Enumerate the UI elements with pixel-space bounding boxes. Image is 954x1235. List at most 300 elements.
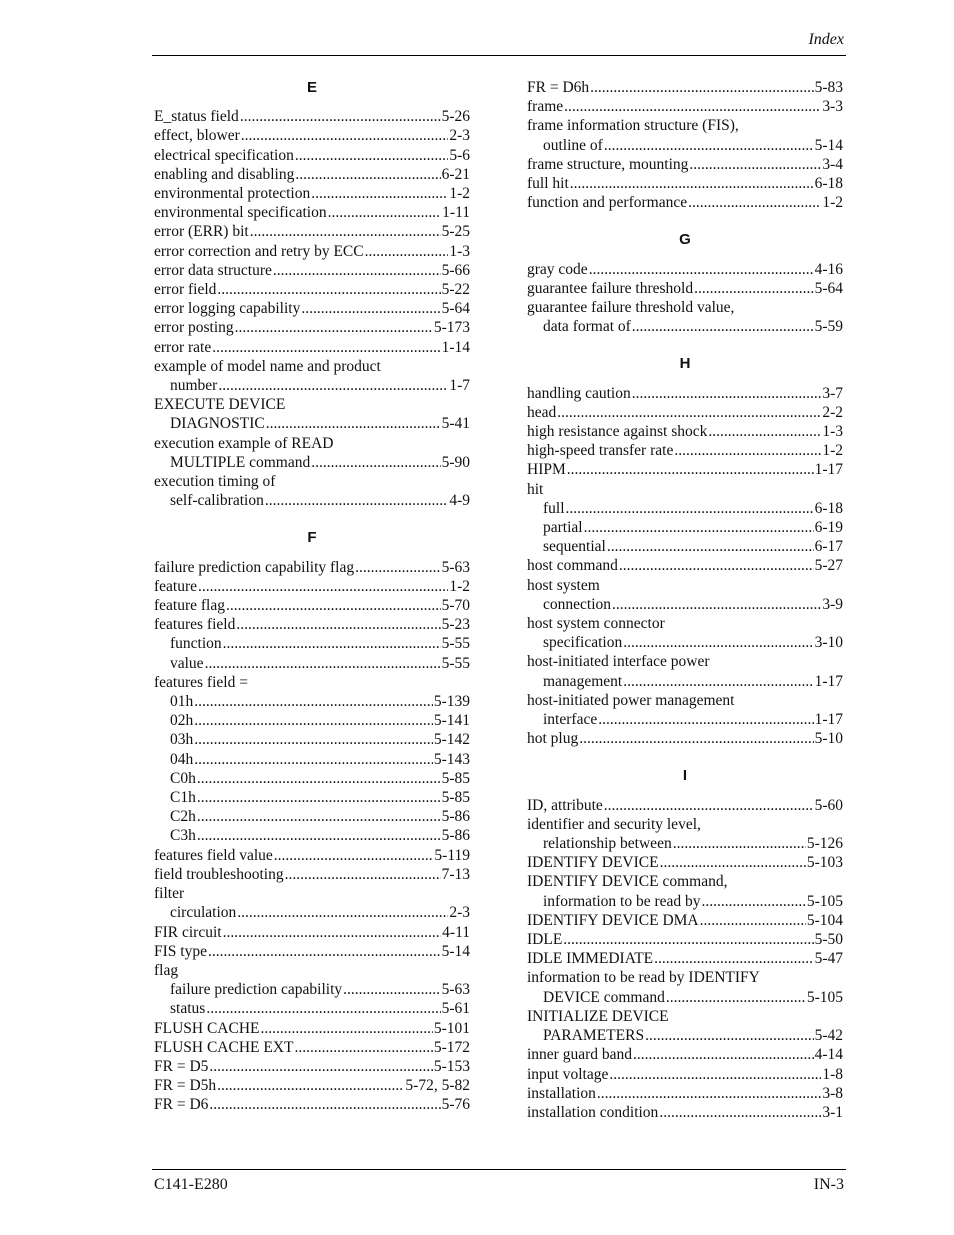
dot-leader	[206, 999, 440, 1018]
section-letter-h: H	[679, 355, 691, 373]
dot-leader	[208, 942, 441, 961]
index-term: FR = D6	[154, 1096, 209, 1114]
dot-leader	[597, 1084, 821, 1103]
dot-leader	[694, 279, 813, 298]
index-term: IDENTIFY DEVICE	[527, 854, 659, 872]
index-term: error (ERR) bit	[154, 223, 249, 241]
index-page-ref: 5-105	[806, 988, 843, 1006]
index-term: C3h	[170, 827, 196, 845]
dot-leader	[328, 203, 442, 222]
index-entry	[527, 911, 843, 930]
index-page-ref: 1-8	[822, 1065, 843, 1083]
index-page-ref: 1-2	[822, 194, 843, 212]
dot-leader	[673, 834, 806, 853]
index-term: error data structure	[154, 261, 272, 279]
index-term: 04h	[170, 750, 194, 768]
index-page-ref: 5-60	[814, 796, 843, 814]
index-term: relationship between	[543, 835, 672, 853]
section-letter-i: I	[682, 767, 688, 785]
index-term: C0h	[170, 769, 196, 787]
index-page-ref: 4-9	[449, 492, 470, 510]
dot-leader	[194, 692, 433, 711]
index-term: E_status field	[154, 108, 239, 126]
dot-leader	[590, 78, 813, 97]
index-page-ref: 5-47	[814, 950, 843, 968]
index-term: PARAMETERS	[543, 1027, 645, 1045]
dot-leader	[660, 853, 806, 872]
dot-leader	[197, 826, 441, 845]
index-page-ref: 1-11	[442, 204, 470, 222]
dot-leader	[607, 537, 814, 556]
index-term: error logging capability	[154, 300, 301, 318]
index-term: FLUSH CACHE	[154, 1019, 260, 1037]
index-term: host system connector	[527, 615, 665, 633]
dot-leader	[654, 949, 813, 968]
index-page-ref: 5-86	[441, 808, 470, 826]
index-page-ref: 5-90	[441, 453, 470, 471]
index-term: host-initiated power management	[527, 691, 735, 709]
dot-leader	[619, 556, 814, 575]
index-entry	[154, 357, 470, 376]
index-entry	[527, 872, 843, 891]
index-page-ref: 5-173	[433, 319, 470, 337]
index-page-ref: 6-18	[814, 175, 843, 193]
dot-leader	[194, 711, 433, 730]
index-page-ref: 5-61	[441, 1000, 470, 1018]
index-term: management	[543, 672, 623, 690]
index-term: guarantee failure threshold value,	[527, 299, 735, 317]
dot-leader	[311, 184, 448, 203]
index-page-ref: 5-105	[806, 892, 843, 910]
index-entry	[527, 930, 843, 949]
index-entry	[527, 174, 843, 193]
index-term: full	[543, 499, 565, 517]
dot-leader	[194, 730, 433, 749]
index-page-ref: 1-2	[449, 577, 470, 595]
index-page-ref: 5-64	[814, 279, 843, 297]
index-page-ref: 5-22	[441, 281, 470, 299]
index-entry	[154, 961, 470, 980]
index-term: features field	[154, 616, 236, 634]
index-column-left	[154, 78, 470, 1115]
dot-leader	[205, 654, 441, 673]
index-entry	[527, 968, 843, 987]
index-entry	[154, 846, 470, 865]
index-entry	[527, 892, 843, 911]
index-entry	[527, 97, 843, 116]
index-term: data format of	[543, 318, 631, 336]
index-page-ref: 1-2	[822, 442, 843, 460]
index-page-ref: 5-63	[441, 558, 470, 576]
index-entry	[527, 422, 843, 441]
dot-leader	[273, 261, 441, 280]
index-term: installation	[527, 1084, 596, 1102]
index-entry	[154, 769, 470, 788]
index-page-ref: 1-7	[449, 377, 470, 395]
index-entry	[527, 136, 843, 155]
index-entry	[154, 1076, 470, 1095]
index-entry	[527, 155, 843, 174]
dot-leader	[567, 460, 814, 479]
dot-leader	[223, 634, 441, 653]
index-entry	[154, 923, 470, 942]
index-page-ref: 3-7	[822, 384, 843, 402]
index-page-ref: 5-104	[806, 911, 843, 929]
dot-leader	[604, 136, 814, 155]
index-page-ref: 5-153	[433, 1057, 470, 1075]
index-term: example of model name and product	[154, 357, 381, 375]
index-entry	[154, 242, 470, 261]
dot-leader	[223, 923, 442, 942]
index-entry	[154, 184, 470, 203]
index-term: connection	[543, 595, 612, 613]
index-entry	[527, 403, 843, 422]
index-term: information to be read by	[543, 892, 701, 910]
index-page-ref: 5-25	[441, 223, 470, 241]
index-term: DIAGNOSTIC	[170, 415, 265, 433]
index-term: EXECUTE DEVICE	[154, 396, 286, 414]
index-term: IDLE	[527, 931, 563, 949]
index-entry	[154, 165, 470, 184]
index-entry	[154, 711, 470, 730]
dot-leader	[261, 1019, 433, 1038]
dot-leader	[612, 595, 821, 614]
dot-leader	[301, 299, 440, 318]
index-page-ref: 6-17	[814, 538, 843, 556]
dot-leader	[579, 729, 813, 748]
dot-leader	[311, 453, 440, 472]
index-term: effect, blower	[154, 127, 240, 145]
dot-leader	[226, 596, 441, 615]
index-term: 03h	[170, 731, 194, 749]
index-term: field troubleshooting	[154, 865, 284, 883]
index-entry	[154, 126, 470, 145]
dot-leader	[598, 710, 813, 729]
index-entry	[154, 299, 470, 318]
index-term: status	[170, 1000, 206, 1018]
index-entry	[154, 596, 470, 615]
dot-leader	[563, 930, 813, 949]
dot-leader	[566, 499, 814, 518]
index-entry	[527, 949, 843, 968]
index-entry	[154, 980, 470, 999]
index-entry	[527, 279, 843, 298]
index-term: error field	[154, 281, 217, 299]
index-entry	[527, 298, 843, 317]
index-term: enabling and disabling	[154, 165, 295, 183]
index-entry	[154, 654, 470, 673]
index-term: C2h	[170, 808, 196, 826]
index-page-ref: 5-14	[814, 136, 843, 154]
index-term: IDENTIFY DEVICE DMA	[527, 911, 699, 929]
index-term: guarantee failure threshold	[527, 279, 694, 297]
index-entry	[527, 796, 843, 815]
index-term: frame structure, mounting	[527, 155, 689, 173]
index-page-ref: 5-63	[441, 981, 470, 999]
index-entry	[527, 672, 843, 691]
index-term: 02h	[170, 712, 194, 730]
index-page-ref: 3-10	[814, 634, 843, 652]
index-term: partial	[543, 519, 583, 537]
index-entry	[527, 78, 843, 97]
index-term: host system	[527, 576, 600, 594]
index-page-ref: 3-1	[822, 1103, 843, 1121]
index-term: inner guard band	[527, 1046, 633, 1064]
index-term: host-initiated interface power	[527, 653, 710, 671]
index-page-ref: 5-59	[814, 318, 843, 336]
index-page-ref: 6-19	[814, 519, 843, 537]
index-page-ref: 7-13	[441, 865, 470, 883]
index-entry	[154, 942, 470, 961]
dot-leader	[235, 318, 433, 337]
index-entry	[527, 480, 843, 499]
index-term: frame information structure (FIS),	[527, 117, 739, 135]
index-term: FLUSH CACHE EXT	[154, 1038, 294, 1056]
index-term: outline of	[543, 136, 603, 154]
dot-leader	[632, 317, 814, 336]
index-entry	[154, 1019, 470, 1038]
dot-leader	[623, 633, 813, 652]
index-page-ref: 1-3	[822, 423, 843, 441]
header-rule	[152, 55, 846, 56]
index-entry	[527, 1103, 843, 1122]
dot-leader	[609, 1065, 821, 1084]
index-term: gray code	[527, 260, 588, 278]
index-term: function and performance	[527, 194, 688, 212]
index-term: full hit	[527, 175, 569, 193]
section-letter-e: E	[306, 79, 317, 96]
dot-leader	[295, 165, 440, 184]
index-term: C1h	[170, 789, 196, 807]
index-page-ref: 5-55	[441, 654, 470, 672]
index-entry	[154, 318, 470, 337]
index-page-ref: 5-142	[433, 731, 470, 749]
index-entry	[527, 988, 843, 1007]
index-entry	[527, 691, 843, 710]
index-entry	[154, 1057, 470, 1076]
dot-leader	[236, 615, 440, 634]
index-entry	[527, 116, 843, 135]
dot-leader	[295, 146, 448, 165]
index-page-ref: 2-3	[449, 904, 470, 922]
dot-leader	[218, 376, 448, 395]
dot-leader	[557, 403, 821, 422]
index-term: INITIALIZE DEVICE	[527, 1007, 669, 1025]
dot-leader	[209, 1057, 432, 1076]
index-entry	[154, 472, 470, 491]
index-page-ref: 5-42	[814, 1027, 843, 1045]
index-entry	[527, 1026, 843, 1045]
index-entry	[154, 865, 470, 884]
index-entry	[527, 815, 843, 834]
index-page-ref: 5-139	[433, 693, 470, 711]
dot-leader	[237, 903, 448, 922]
index-page-ref: 1-2	[449, 185, 470, 202]
index-entry	[154, 558, 470, 577]
index-entry	[154, 1095, 470, 1114]
index-term: interface	[543, 711, 598, 729]
index-term: feature	[154, 577, 198, 595]
dot-leader	[355, 558, 440, 577]
index-term: ID, attribute	[527, 796, 603, 814]
dot-leader	[241, 126, 449, 145]
index-term: IDLE IMMEDIATE	[527, 950, 654, 968]
footer-rule	[152, 1169, 846, 1170]
dot-leader	[217, 280, 440, 299]
index-term: FIS type	[154, 942, 207, 960]
index-entry	[154, 999, 470, 1018]
index-page-ref: 5-23	[441, 616, 470, 634]
index-term: features field =	[154, 673, 248, 691]
index-entry	[154, 634, 470, 653]
dot-leader	[570, 174, 814, 193]
index-page-ref: 5-85	[441, 769, 470, 787]
index-page-ref: 2-2	[822, 403, 843, 421]
index-term: hot plug	[527, 730, 579, 748]
dot-leader	[266, 414, 441, 433]
dot-leader	[197, 807, 441, 826]
index-term: failure prediction capability	[170, 981, 343, 999]
index-entry	[154, 826, 470, 845]
index-entry	[154, 376, 470, 395]
dot-leader	[212, 338, 440, 357]
index-entry	[154, 222, 470, 241]
dot-leader	[604, 796, 814, 815]
index-entry	[527, 834, 843, 853]
dot-leader	[589, 260, 814, 279]
index-term: MULTIPLE command	[170, 453, 311, 471]
dot-leader	[564, 97, 821, 116]
index-entry	[154, 280, 470, 299]
index-page-ref: 2-3	[449, 127, 470, 145]
footer-document-id: C141-E280	[154, 1176, 228, 1193]
dot-leader	[274, 846, 434, 865]
index-entry	[527, 633, 843, 652]
index-entry	[527, 317, 843, 336]
index-entry	[527, 710, 843, 729]
index-term: error rate	[154, 338, 212, 356]
index-term: host command	[527, 557, 618, 575]
index-entry	[154, 107, 470, 126]
index-column-right	[527, 78, 843, 1122]
index-term: sequential	[543, 538, 606, 556]
index-term: self-calibration	[170, 492, 264, 510]
index-entry	[154, 338, 470, 357]
dot-leader	[584, 518, 814, 537]
index-page-ref: 3-9	[822, 595, 843, 613]
index-page-ref: 1-17	[814, 711, 843, 729]
index-term: failure prediction capability flag	[154, 558, 355, 576]
index-term: information to be read by IDENTIFY	[527, 969, 760, 987]
index-entry	[527, 729, 843, 748]
index-term: number	[170, 377, 218, 395]
index-page-ref: 5-66	[441, 261, 470, 279]
index-entry	[527, 499, 843, 518]
index-entry	[154, 491, 470, 510]
index-entry	[527, 460, 843, 479]
index-page-ref: 3-8	[822, 1084, 843, 1102]
index-term: electrical specification	[154, 146, 294, 164]
index-term: hit	[527, 480, 544, 498]
index-term: input voltage	[527, 1065, 609, 1083]
index-entry	[154, 146, 470, 165]
index-term: flag	[154, 961, 179, 979]
index-entry	[527, 518, 843, 537]
index-page-ref: 5-85	[441, 789, 470, 807]
dot-leader	[666, 988, 806, 1007]
index-entry	[154, 788, 470, 807]
index-term: high resistance against shock	[527, 423, 708, 441]
index-entry	[154, 1038, 470, 1057]
index-entry	[154, 750, 470, 769]
index-entry	[154, 884, 470, 903]
index-entry	[527, 1007, 843, 1026]
index-page-ref: 6-21	[441, 165, 470, 183]
index-entry	[154, 414, 470, 433]
index-term: value	[170, 654, 204, 672]
dot-leader	[217, 1076, 404, 1095]
index-entry	[527, 556, 843, 575]
index-entry	[527, 652, 843, 671]
index-entry	[154, 903, 470, 922]
dot-leader	[295, 1038, 433, 1057]
index-term: environmental specification	[154, 204, 327, 222]
index-entry	[527, 853, 843, 872]
index-page-ref: 4-14	[814, 1046, 843, 1064]
dot-leader	[674, 441, 821, 460]
dot-leader	[632, 384, 822, 403]
index-term: features field value	[154, 846, 273, 864]
index-page-ref: 1-17	[814, 461, 843, 479]
index-term: environmental protection	[154, 185, 311, 202]
index-term: head	[527, 403, 557, 421]
index-page-ref: 6-18	[814, 499, 843, 517]
index-entry	[154, 261, 470, 280]
index-page-ref: 1-17	[814, 672, 843, 690]
dot-leader	[209, 1095, 440, 1114]
index-page-ref: 1-3	[449, 242, 470, 260]
index-entry	[527, 193, 843, 212]
dot-leader	[688, 193, 821, 212]
index-term: high-speed transfer rate	[527, 442, 674, 460]
index-term: identifier and security level,	[527, 815, 701, 833]
index-term: FR = D5h	[154, 1077, 217, 1095]
index-page-ref: 5-10	[814, 730, 843, 748]
index-entry	[154, 203, 470, 222]
index-entry	[527, 260, 843, 279]
index-page-ref: 5-72, 5-82	[405, 1077, 470, 1095]
dot-leader	[343, 980, 440, 999]
index-page-ref: 3-4	[822, 155, 843, 173]
index-term: FR = D6h	[527, 79, 590, 96]
dot-leader	[250, 222, 441, 241]
dot-leader	[700, 911, 806, 930]
index-page-ref: 5-6	[449, 146, 470, 164]
index-page-ref: 5-83	[814, 79, 843, 96]
section-letter-g: G	[679, 231, 691, 249]
footer-page-number: IN-3	[813, 1176, 844, 1193]
index-page-ref: 5-14	[441, 942, 470, 960]
index-term: handling caution	[527, 384, 631, 402]
index-entry	[527, 384, 843, 403]
index-page-ref: 5-50	[814, 931, 843, 949]
index-page-ref: 5-55	[441, 635, 470, 653]
index-entry	[154, 434, 470, 453]
index-page-ref: 5-172	[433, 1038, 470, 1056]
index-term: frame	[527, 98, 564, 116]
index-term: HIPM	[527, 461, 566, 479]
index-entry	[527, 595, 843, 614]
